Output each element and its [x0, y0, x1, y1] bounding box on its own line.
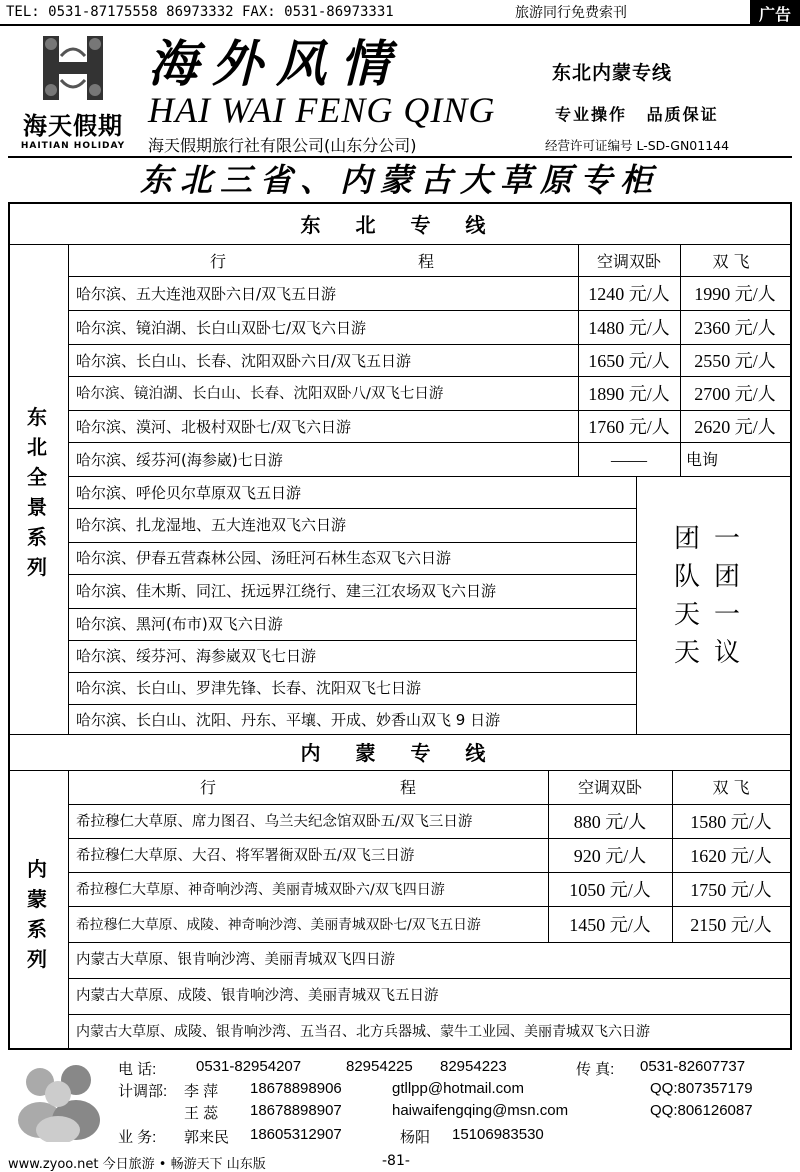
route-row: 内蒙古大草原、银肯响沙湾、美丽青城双飞四日游	[76, 952, 395, 968]
top-free-catalog: 旅游同行免费索刊	[515, 5, 627, 21]
group-route-row: 哈尔滨、绥芬河、海参崴双飞七日游	[76, 647, 317, 665]
price-sleeper: 1760 元/人	[588, 417, 670, 437]
qq-number: QQ:806126087	[650, 1102, 753, 1119]
contact-person: 王 蕊	[184, 1105, 219, 1122]
mobile-number: 18678898906	[250, 1080, 342, 1097]
divider	[68, 804, 790, 805]
group-route-row: 哈尔滨、黑河(布市)双飞六日游	[76, 615, 283, 633]
route-table	[8, 202, 792, 1050]
company-logo	[8, 32, 138, 160]
divider	[68, 906, 790, 907]
fax-label: 传 真:	[576, 1061, 615, 1078]
divider	[10, 770, 790, 771]
side-char: 列	[27, 947, 47, 971]
divider	[68, 978, 790, 979]
price-sleeper: 880 元/人	[573, 812, 647, 832]
group-route-row: 哈尔滨、长白山、沈阳、丹东、平壤、开成、妙香山双飞 9 日游	[76, 711, 501, 729]
banner-title: 东北三省、内蒙古大草原专柜	[139, 161, 660, 199]
route-row: 希拉穆仁大草原、成陵、神奇响沙湾、美丽青城双卧七/双飞五日游	[76, 917, 481, 933]
dispatch-label: 计调部:	[118, 1083, 168, 1100]
header-sleeper: 空调双卧	[596, 252, 661, 271]
page-number: -81-	[382, 1153, 410, 1169]
side-char: 列	[27, 555, 47, 579]
price-flight: 2620 元/人	[694, 417, 776, 437]
header-flight: 双 飞	[712, 252, 750, 271]
price-sleeper: 1050 元/人	[569, 880, 651, 900]
price-flight: 电询	[686, 450, 719, 469]
divider	[68, 276, 790, 277]
price-flight: 1580 元/人	[690, 812, 772, 832]
side-char: 全	[27, 465, 47, 489]
h-logo-icon	[35, 32, 111, 104]
contact-person: 郭来民	[184, 1129, 230, 1146]
price-flight: 2150 元/人	[690, 915, 772, 935]
title-en: HAI WAI FENG QING	[148, 90, 496, 130]
group-route-row: 哈尔滨、伊春五营森林公园、汤旺河石林生态双飞六日游	[76, 549, 452, 567]
side-char: 东	[27, 405, 47, 429]
side-char: 系	[27, 917, 47, 941]
price-sleeper: 1890 元/人	[588, 384, 670, 404]
group-note-char: 议	[714, 638, 741, 668]
price-flight: 1990 元/人	[694, 284, 776, 304]
divider	[68, 770, 69, 1048]
contact-block	[0, 1056, 800, 1152]
header-flight: 双 飞	[712, 778, 750, 797]
group-route-row: 哈尔滨、呼伦贝尔草原双飞五日游	[76, 484, 302, 502]
route-row: 内蒙古大草原、成陵、银肯响沙湾、五当召、北方兵器城、蒙牛工业园、美丽青城双飞六日游	[76, 1024, 650, 1040]
ad-badge: 广告	[750, 0, 800, 26]
route-row: 希拉穆仁大草原、大召、将军署衙双卧五/双飞三日游	[76, 848, 415, 864]
license-number: 经营许可证编号 L-SD-GN01144	[545, 138, 730, 153]
route-row: 哈尔滨、漠河、北极村双卧七/双飞六日游	[76, 418, 352, 436]
group-route-row: 哈尔滨、扎龙湿地、五大连池双飞六日游	[76, 516, 347, 534]
route-row: 内蒙古大草原、成陵、银肯响沙湾、美丽青城双飞五日游	[76, 988, 439, 1004]
route-row: 哈尔滨、镜泊湖、长白山双卧七/双飞六日游	[76, 319, 367, 337]
phone-1: 0531-82954207	[196, 1058, 302, 1075]
company-name: 海天假期旅行社有限公司(山东分公司)	[148, 136, 417, 155]
contact-person: 杨阳	[400, 1129, 431, 1146]
header-route-b: 程	[400, 778, 417, 797]
price-flight: 2550 元/人	[694, 351, 776, 371]
top-bar	[0, 0, 800, 26]
top-contact-line: TEL: 0531-87175558 86973332 FAX: 0531-86973331	[6, 4, 394, 20]
side-char: 景	[27, 495, 47, 519]
header-route-b: 程	[418, 252, 435, 271]
email-link[interactable]: gtllpp@hotmail.com	[392, 1080, 524, 1097]
divider	[68, 244, 69, 734]
header-route-a: 行	[210, 252, 227, 271]
header-sleeper: 空调双卧	[577, 778, 642, 797]
northeast-side-label	[22, 402, 52, 582]
footer	[0, 1150, 800, 1172]
mobile-number: 18605312907	[250, 1126, 342, 1143]
route-row: 希拉穆仁大草原、席力图召、乌兰夫纪念馆双卧五/双飞三日游	[76, 814, 473, 830]
divider	[10, 244, 790, 245]
email-link[interactable]: haiwaifengqing@msn.com	[392, 1102, 569, 1119]
group-route-row: 哈尔滨、长白山、罗津先锋、长春、沈阳双飞七日游	[76, 679, 422, 697]
business-label: 业 务:	[118, 1129, 157, 1146]
side-char: 系	[27, 525, 47, 549]
phone-2: 82954225	[346, 1058, 413, 1075]
price-flight: 1750 元/人	[690, 880, 772, 900]
side-char: 内	[27, 857, 47, 881]
slogan: 专业操作 品质保证	[555, 105, 719, 124]
logo-en-name: HAITIAN HOLIDAY	[20, 141, 126, 151]
side-char: 蒙	[27, 887, 47, 911]
price-flight: 2360 元/人	[694, 318, 776, 338]
fax-number: 0531-82607737	[640, 1058, 746, 1075]
route-row: 哈尔滨、镜泊湖、长白山、长春、沈阳双卧八/双飞七日游	[76, 386, 444, 402]
inner-mongolia-section-title: 内 蒙 专 线	[300, 741, 500, 765]
header-divider	[8, 156, 792, 158]
route-row: 希拉穆仁大草原、神奇响沙湾、美丽青城双卧六/双飞四日游	[76, 882, 445, 898]
footer-url[interactable]: www.zyoo.net 今日旅游 • 畅游天下 山东版	[8, 1157, 266, 1172]
group-route-row: 哈尔滨、佳木斯、同江、抚远界江绕行、建三江农场双飞六日游	[76, 582, 497, 600]
divider	[68, 942, 790, 943]
price-sleeper: 1240 元/人	[588, 284, 670, 304]
group-note-char: 队	[674, 562, 701, 592]
route-row: 哈尔滨、长白山、长春、沈阳双卧六日/双飞五日游	[76, 352, 412, 370]
divider	[68, 872, 790, 873]
group-note-right	[714, 520, 740, 672]
side-char: 北	[27, 435, 47, 459]
route-row: 哈尔滨、绥芬河(海参崴)七日游	[76, 451, 283, 469]
northeast-section-title: 东 北 专 线	[300, 213, 500, 237]
group-note-char: 团	[674, 524, 701, 554]
price-sleeper: 1480 元/人	[588, 318, 670, 338]
price-flight: 2700 元/人	[694, 384, 776, 404]
group-note-char: 团	[714, 562, 741, 592]
price-sleeper: 1650 元/人	[588, 351, 670, 371]
divider	[68, 310, 790, 311]
logo-cn-name: 海天假期	[23, 112, 123, 140]
group-note-char: 天	[674, 600, 701, 630]
group-note-left	[674, 520, 700, 672]
contact-person: 李 萍	[184, 1083, 219, 1100]
mobile-number: 15106983530	[452, 1126, 544, 1143]
phone-label: 电 话:	[118, 1061, 157, 1078]
inner-mongolia-side-label	[22, 854, 52, 974]
group-note-char: 一	[714, 524, 741, 554]
route-tag: 东北内蒙专线	[552, 62, 673, 84]
divider	[68, 838, 790, 839]
mobile-number: 18678898907	[250, 1102, 342, 1119]
group-note-char: 天	[674, 638, 701, 668]
group-note-char: 一	[714, 600, 741, 630]
price-sleeper: 1450 元/人	[569, 915, 651, 935]
title-cn: 海外风情	[148, 34, 404, 93]
price-sleeper: ——	[611, 450, 647, 470]
price-flight: 1620 元/人	[690, 846, 772, 866]
price-sleeper: 920 元/人	[573, 846, 647, 866]
divider	[68, 1014, 790, 1015]
phone-3: 82954223	[440, 1058, 507, 1075]
divider	[636, 476, 637, 734]
route-row: 哈尔滨、五大连池双卧六日/双飞五日游	[76, 285, 337, 303]
header-route-a: 行	[200, 778, 217, 797]
qq-number: QQ:807357179	[650, 1080, 753, 1097]
